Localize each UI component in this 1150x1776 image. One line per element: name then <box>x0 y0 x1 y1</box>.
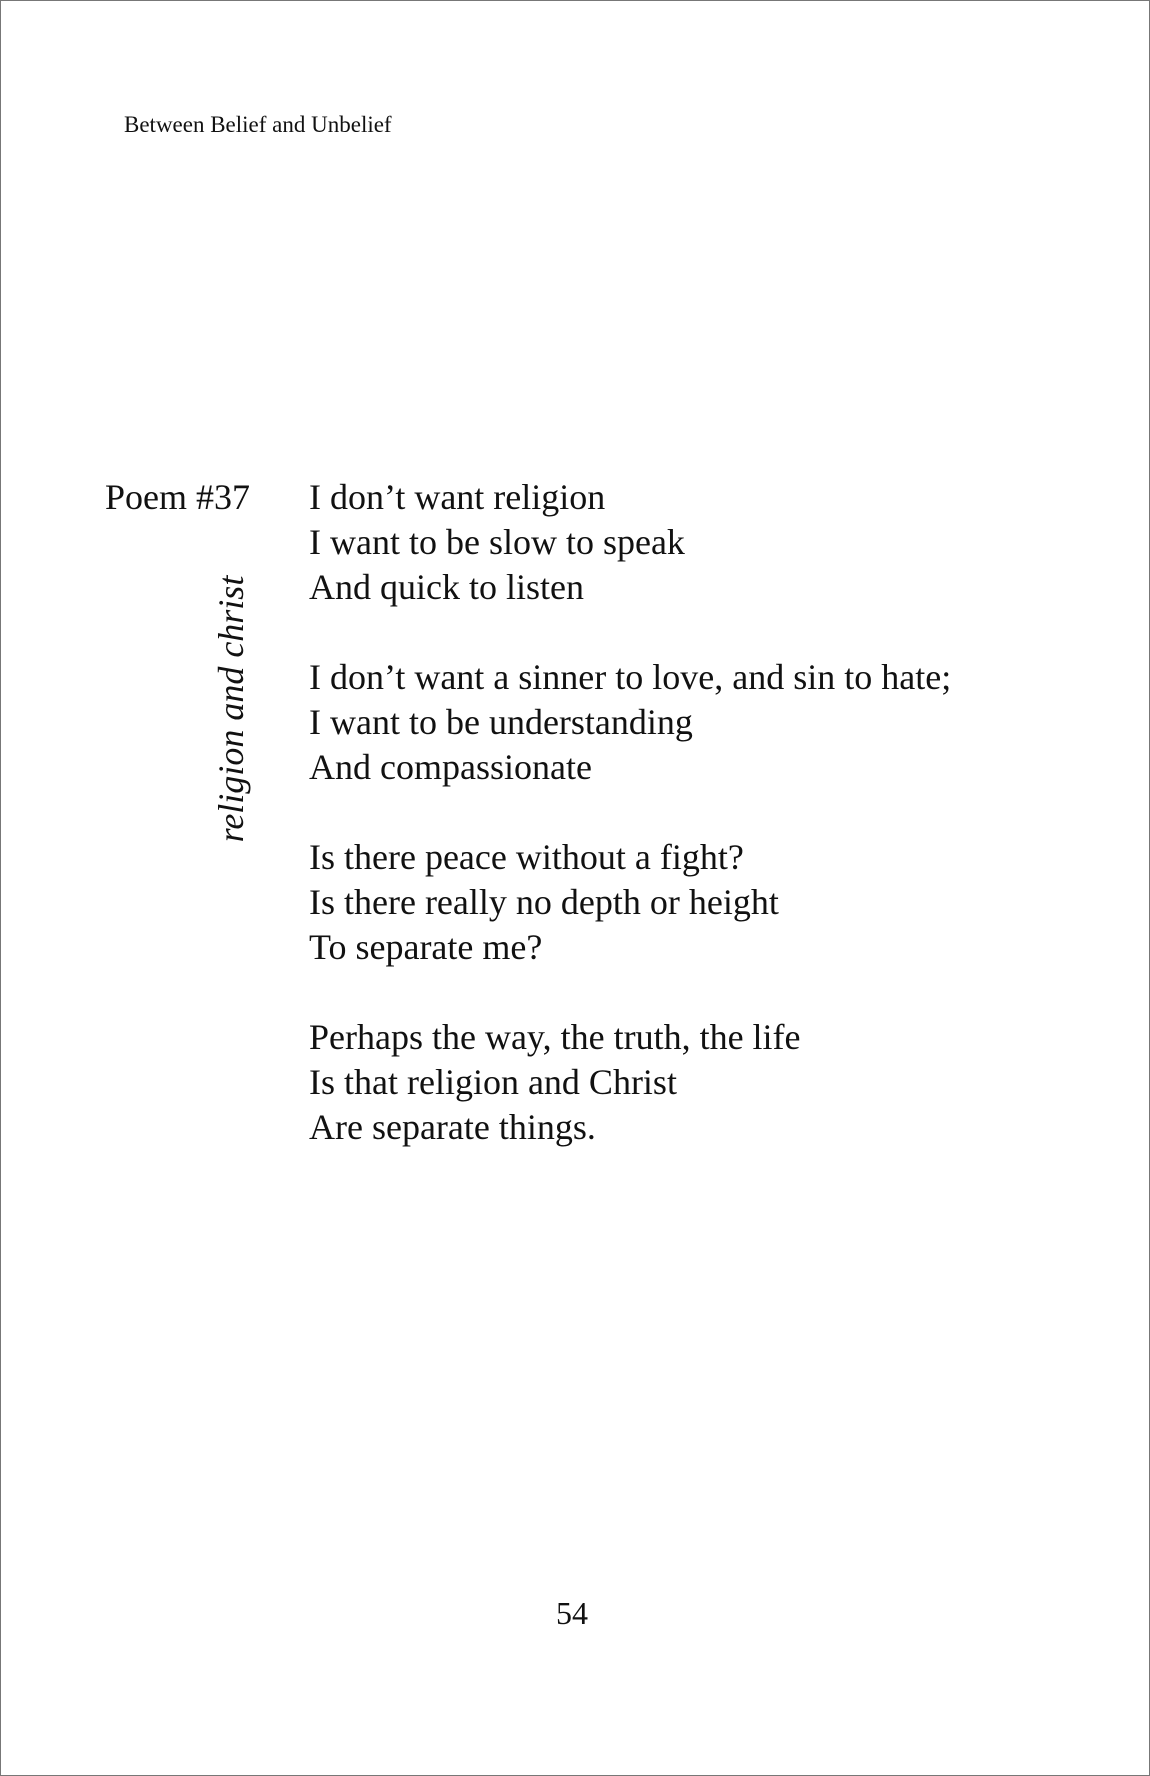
poem-line: Is there peace without a fight? <box>309 837 744 877</box>
poem-line: Perhaps the way, the truth, the life <box>309 1017 801 1057</box>
page-number: 54 <box>556 1595 588 1631</box>
stanza-1 <box>309 475 1069 610</box>
stanza-2 <box>309 655 1069 790</box>
poem-line: Are separate things. <box>309 1107 596 1147</box>
poem-line: And compassionate <box>309 747 592 787</box>
poem-number: Poem #37 <box>105 477 251 517</box>
running-header: Between Belief and Unbelief <box>124 112 392 137</box>
stanza-4 <box>309 1015 1069 1150</box>
poem-body <box>309 475 1069 1195</box>
poem-line: I want to be understanding <box>309 702 693 742</box>
stanza-3 <box>309 835 1069 970</box>
poem-line: I don’t want religion <box>309 477 606 517</box>
poem-line: To separate me? <box>309 927 543 967</box>
poem-line: Is that religion and Christ <box>309 1062 677 1102</box>
poem-line: Is there really no depth or height <box>309 882 779 922</box>
poem-line: And quick to listen <box>309 567 584 607</box>
poem-line: I want to be slow to speak <box>309 522 685 562</box>
poem-subtitle: religion and christ <box>211 575 251 843</box>
poem-line: I don’t want a sinner to love, and sin to hate; <box>309 657 952 697</box>
